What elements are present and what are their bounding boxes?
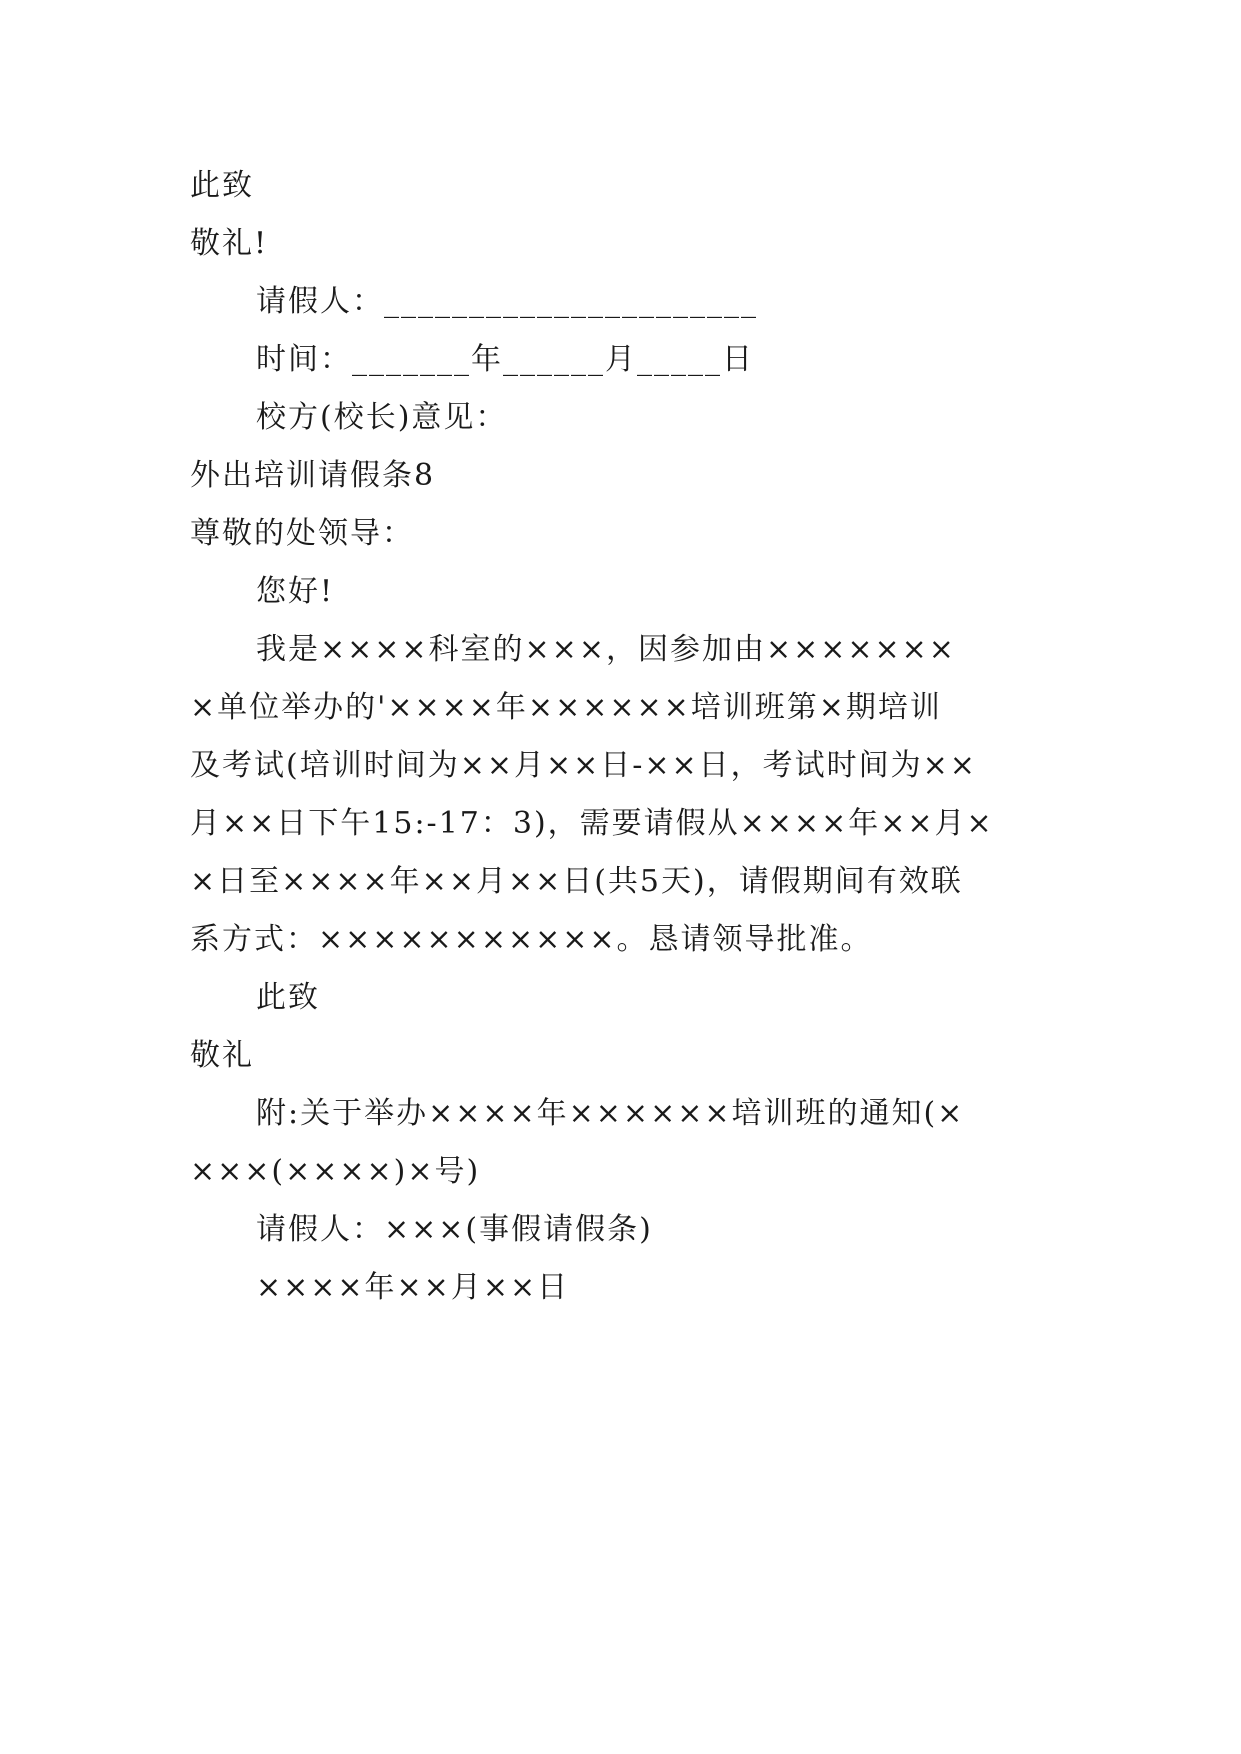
closing-salutation: 此致 bbox=[256, 980, 320, 1015]
signature-date: ××××年××月××日 bbox=[256, 1270, 570, 1305]
attachment-line: 附:关于举办××××年××××××培训班的通知(× bbox=[256, 1096, 965, 1131]
greeting: 您好! bbox=[256, 574, 335, 609]
principal-opinion-field: 校方(校长)意见： bbox=[256, 400, 508, 435]
recipient: 尊敬的处领导： bbox=[190, 516, 414, 551]
attachment-line: ×××(××××)×号) bbox=[190, 1154, 481, 1189]
closing-salutation: 此致 bbox=[190, 168, 254, 203]
body-line: 月××日下午15:-17：3)，需要请假从××××年××月× bbox=[190, 806, 994, 841]
body-line: 系方式：×××××××××××。恳请领导批准。 bbox=[190, 922, 873, 957]
regards: 敬礼! bbox=[190, 226, 269, 261]
section-title: 外出培训请假条8 bbox=[190, 458, 436, 493]
body-line: 及考试(培训时间为××月××日-××日，考试时间为×× bbox=[190, 748, 977, 783]
applicant-signature: 请假人：×××(事假请假条) bbox=[256, 1212, 653, 1247]
body-line: ×单位举办的'××××年××××××培训班第×期培训 bbox=[190, 690, 942, 725]
date-field: 时间：_______年______月_____日 bbox=[256, 342, 754, 377]
regards: 敬礼 bbox=[190, 1038, 254, 1073]
body-line: 我是××××科室的×××，因参加由××××××× bbox=[256, 632, 956, 667]
applicant-field: 请假人：______________________ bbox=[256, 284, 758, 319]
body-line: ×日至××××年××月××日(共5天)，请假期间有效联 bbox=[190, 864, 963, 899]
